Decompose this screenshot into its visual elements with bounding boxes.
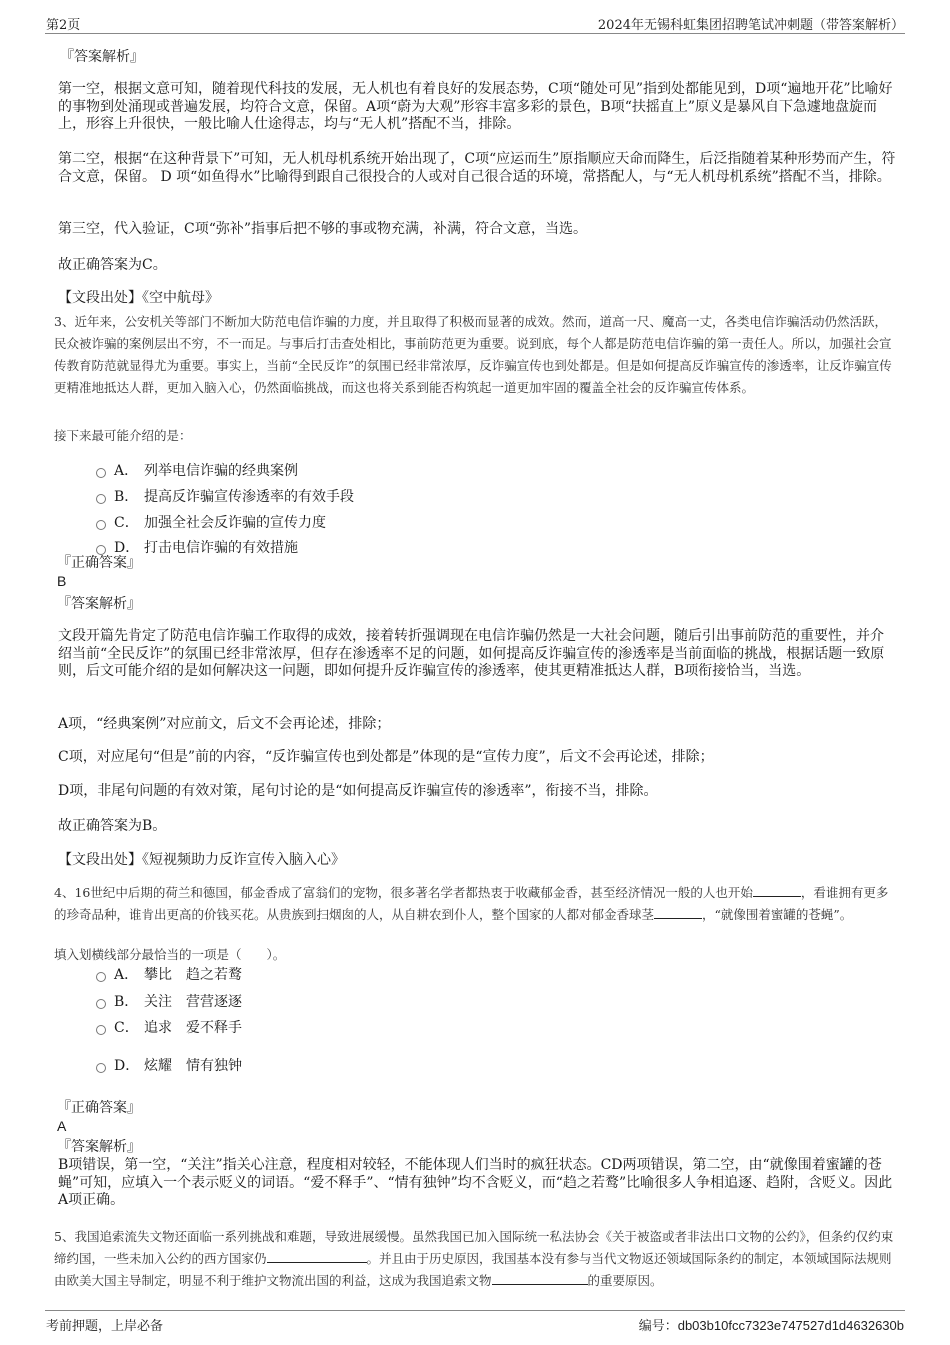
option-text: 列举电信诈骗的经典案例: [144, 463, 298, 479]
q3-analysis-option-a: A项，“经典案例”对应前文，后文不会再论述，排除；: [58, 716, 391, 732]
radio-icon[interactable]: [96, 1063, 106, 1073]
q4-stem: [54, 882, 898, 926]
q4-analysis-para: B项错误，第一空，“关注”指关心注意，程度相对较轻，不能体现人们当时的疯狂状态。CD两项错误，第二空，由“就像围着蜜罐的苍蝇”可知，应填入一个表示贬义的词语。“爱不释手”、“情有独钟”均不含贬义，而“趋之若鹜”比喻很多人争相追逐、趋附，含贬义。因此A项正确。: [58, 1157, 893, 1208]
q3-analysis-para-1: 文段开篇先肯定了防范电信诈骗工作取得的成效，接着转折强调现在电信诈骗仍然是一大社会问题，随后引出事前防范的重要性，并介绍当前“全民反诈”的氛围已经非常浓厚，但存在渗透率不足的问题，如何提高反诈骗宣传的渗透率是当前面临的挑战，根据话题一致原则，后文可能介绍的是如何解决这一问题，即如何提升反诈骗宣传的渗透率，使其更精准抵达人群，B项衔接恰当，当选。: [58, 628, 885, 679]
code-value: db03b10fcc7323e747527d1d4632630b: [677, 1318, 904, 1333]
radio-icon[interactable]: [96, 972, 106, 982]
option-text: 炫耀 情有独钟: [144, 1058, 242, 1074]
q3-option-c[interactable]: [96, 514, 326, 532]
page-number: 第2页: [46, 18, 81, 33]
q3-prompt: 接下来最可能介绍的是：: [54, 428, 192, 443]
q3-option-b[interactable]: [96, 488, 354, 506]
q3-answer-label: 『正确答案』: [57, 555, 141, 571]
document-code: [639, 1315, 904, 1334]
q2-analysis-para-2: 第二空，根据“在这种背景下”可知，无人机母机系统开始出现了，C项“应运而生”原指顺应天命而降生，后泛指随着某种形势而产生，符合文意，保留。 D 项“如鱼得水”比喻得到跟自己很投合的人或对自己很合适的环境，常搭配人，与“无人机母机系统”搭配不当，排除。: [58, 151, 896, 185]
option-letter: B．: [114, 994, 139, 1010]
q4-stem-part-2: ，看谁拥有更多的珍奇品种，谁肯出更高的价钱买花。从贵族到扫烟囱的人，从自耕农到仆人，整个国家的人都对郁金香球茎: [54, 885, 889, 922]
option-text: 打击电信诈骗的有效措施: [144, 540, 298, 556]
q3-answer: B: [57, 573, 67, 589]
option-text: 追求 爱不释手: [144, 1020, 242, 1036]
q3-stem: 3、近年来，公安机关等部门不断加大防范电信诈骗的力度，并且取得了积极而显著的成效。然而，道高一尺、魔高一丈，各类电信诈骗活动仍然活跃，民众被诈骗的案例层出不穷，不一而足。与事后打击查处相比，事前防范更为重要。说到底，每个人都是防范电信诈骗的第一责任人。所以，加强社会宣传教育防范就显得尤为重要。事实上，当前“全民反诈”的氛围已经非常浓厚，反诈骗宣传也到处都是。但是如何提高反诈骗宣传的渗透率，让反诈骗宣传更精准地抵达人群，更加入脑入心，仍然面临挑战，而这也将关系到能否构筑起一道更加牢固的覆盖全社会的反诈骗宣传体系。: [54, 314, 892, 395]
option-text: 关注 营营逐逐: [144, 994, 242, 1010]
q3-analysis-label: 『答案解析』: [57, 596, 141, 612]
q5-stem-part-2: 。并且由于历史原因，我国基本没有参与当代文物返还领域国际条约的制定，本领域国际法规则由欧美大国主导制定，明显不利于维护文物流出国的利益，这成为我国追索文物: [54, 1251, 892, 1288]
q4-blank-2: [654, 906, 702, 919]
q3-source: 【文段出处】《短视频助力反诈宣传入脑入心》: [58, 852, 345, 868]
q4-answer-label: 『正确答案』: [57, 1100, 141, 1116]
q4-stem-part-3: ，“就像围着蜜罐的苍蝇”。: [702, 907, 853, 922]
q5-blank-2: [492, 1272, 588, 1285]
q4-option-d[interactable]: [96, 1057, 242, 1075]
q4-option-a[interactable]: [96, 966, 242, 984]
option-letter: B．: [114, 489, 139, 505]
option-letter: C．: [114, 515, 139, 531]
q3-option-a[interactable]: [96, 462, 298, 480]
q2-conclusion: 故正确答案为C。: [58, 257, 167, 273]
q3-analysis-option-c: C项，对应尾句“但是”前的内容，“反诈骗宣传也到处都是”体现的是“宣传力度”，后文不会再论述，排除；: [58, 749, 714, 765]
radio-icon[interactable]: [96, 1025, 106, 1035]
q4-option-b[interactable]: [96, 993, 242, 1011]
option-text: 攀比 趋之若鹜: [144, 967, 242, 983]
q4-blank-1: [753, 884, 801, 897]
radio-icon[interactable]: [96, 468, 106, 478]
footer-rule: [45, 1310, 905, 1311]
document-title: 2024年无锡科虹集团招聘笔试冲刺题（带答案解析）: [597, 18, 904, 33]
q2-source: 【文段出处】《空中航母》: [58, 290, 219, 306]
q5-stem-part-1: 5、我国追索流失文物还面临一系列挑战和难题，导致进展缓慢。虽然我国已加入国际统一私法协会《关于被盗或者非法出口文物的公约》，但条约仅约束缔约国，一些未加入公约的西方国家仍: [54, 1229, 894, 1266]
radio-icon[interactable]: [96, 520, 106, 530]
q5-stem: [54, 1226, 898, 1292]
radio-icon[interactable]: [96, 494, 106, 504]
q2-analysis-para-1: 第一空，根据文意可知，随着现代科技的发展，无人机也有着良好的发展态势，C项“随处可见”指到处都能见到，D项“遍地开花”比喻好的事物到处涌现或普遍发展，均符合文意，保留。A项“蔚为大观”形容丰富多彩的景色，B项“扶摇直上”原义是暴风自下急遽地盘旋而上，形容上升很快，一般比喻人仕途得志，均与“无人机”搭配不当，排除。: [58, 81, 893, 132]
q4-stem-part-1: 4、16世纪中后期的荷兰和德国，郁金香成了富翁们的宠物，很多著名学者都热衷于收藏郁金香，甚至经济情况一般的人也开始: [54, 885, 753, 900]
q4-answer: A: [57, 1118, 67, 1134]
option-letter: D．: [114, 540, 140, 556]
q5-blank-1: [267, 1250, 367, 1263]
q4-analysis-label: 『答案解析』: [57, 1139, 141, 1155]
q3-analysis-option-d: D项，非尾句问题的有效对策，尾句讨论的是“如何提高反诈骗宣传的渗透率”，衔接不当，排除。: [58, 783, 658, 799]
radio-icon[interactable]: [96, 999, 106, 1009]
q5-stem-part-3: 的重要原因。: [587, 1273, 663, 1288]
option-text: 加强全社会反诈骗的宣传力度: [144, 515, 326, 531]
q2-analysis-label: 『答案解析』: [60, 49, 144, 65]
code-label: 编号：: [638, 1319, 678, 1334]
option-letter: D．: [114, 1058, 140, 1074]
option-letter: C．: [114, 1020, 139, 1036]
footer-slogan: 考前押题，上岸必备: [46, 1319, 164, 1334]
q4-option-c[interactable]: [96, 1019, 242, 1037]
q2-analysis-para-3: 第三空，代入验证，C项“弥补”指事后把不够的事或物充满，补满，符合文意，当选。: [58, 221, 588, 237]
option-text: 提高反诈骗宣传渗透率的有效手段: [144, 489, 354, 505]
option-letter: A．: [114, 967, 139, 983]
q4-prompt: 填入划横线部分最恰当的一项是（ ）。: [54, 947, 286, 962]
option-letter: A．: [114, 463, 139, 479]
header-rule: [45, 33, 905, 34]
q3-conclusion: 故正确答案为B。: [58, 818, 167, 834]
